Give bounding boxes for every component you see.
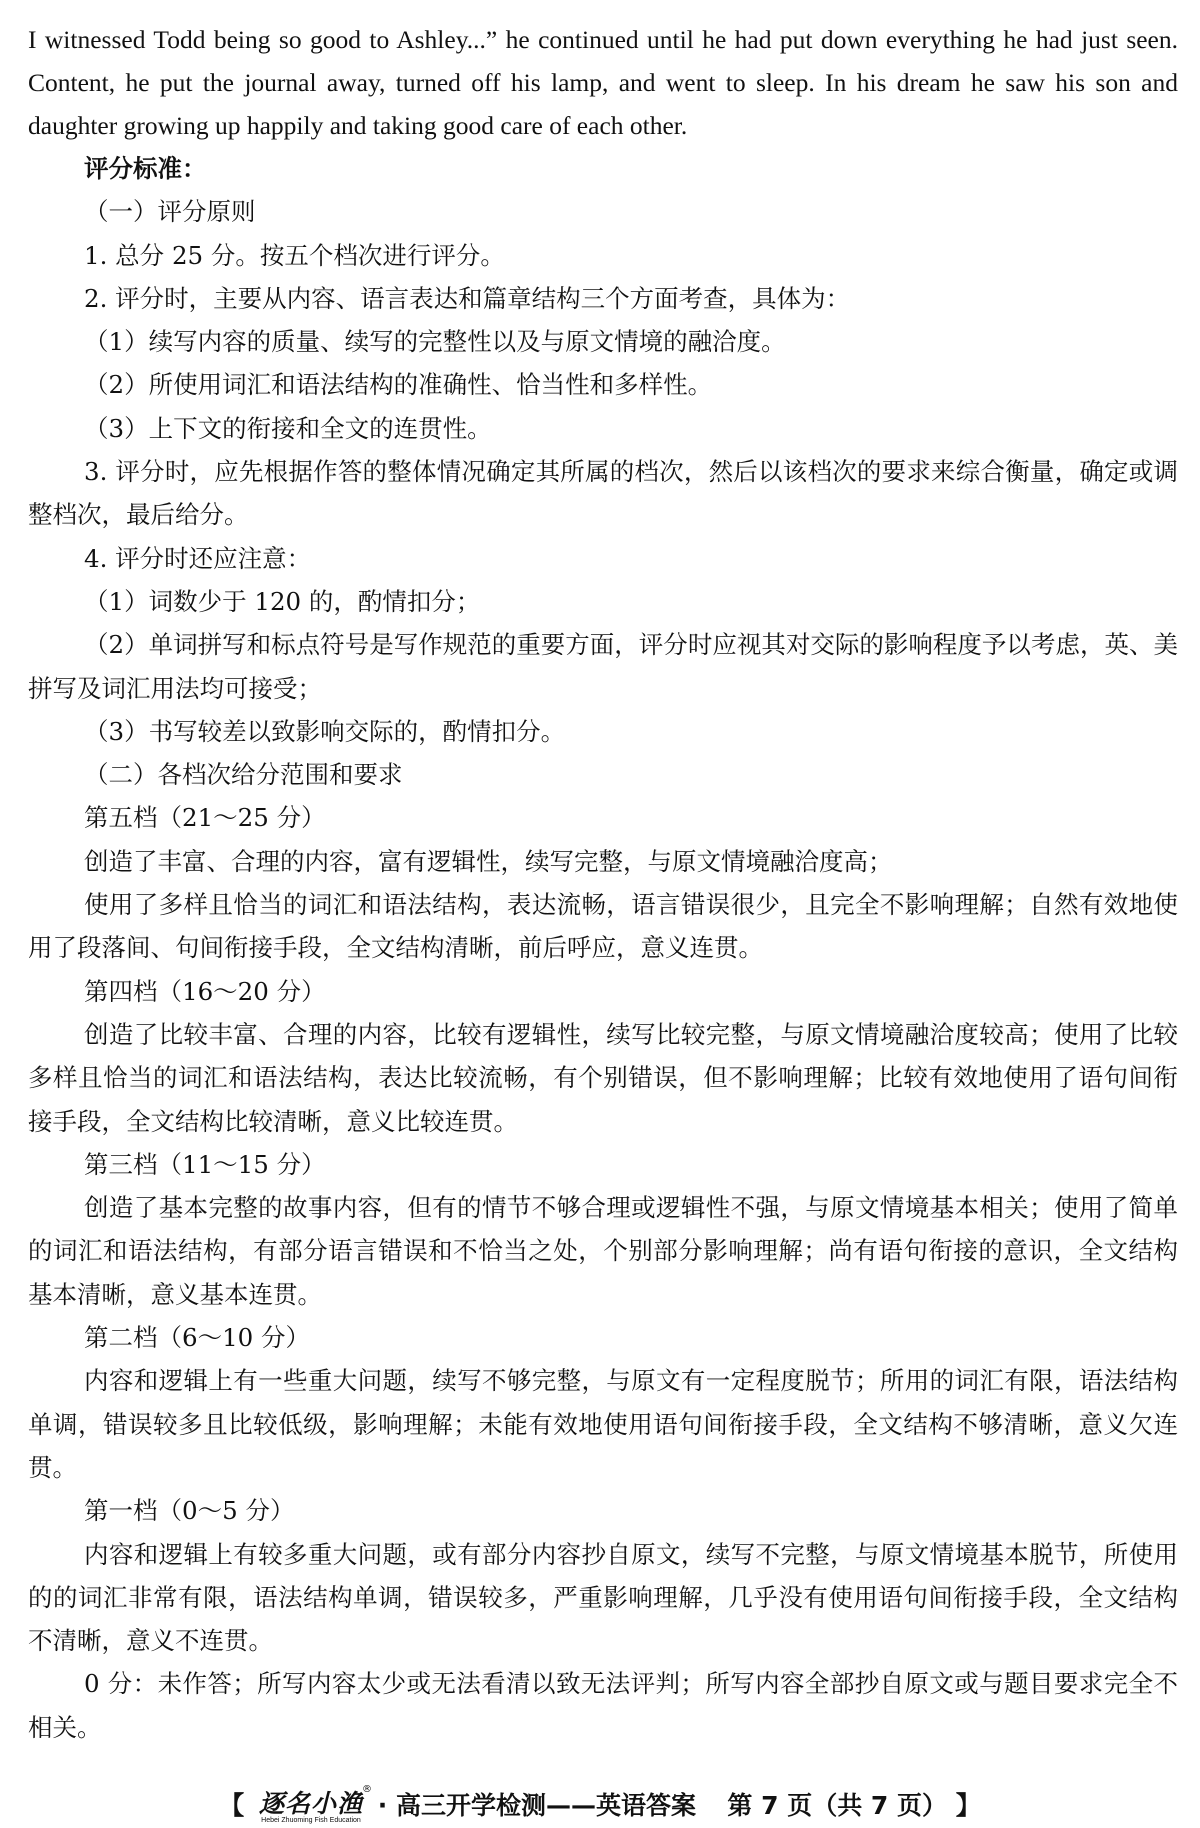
footer-separator: · [377, 1791, 388, 1820]
registered-mark: ® [362, 1783, 372, 1795]
level-0-description: 0 分：未作答；所写内容太少或无法看清以致无法评判；所写内容全部抄自原文或与题目要求完全不相关。 [28, 1669, 1178, 1742]
page-number: 第 7 页（共 7 页） [727, 1791, 947, 1820]
levels-title: （二）各档次给分范围和要求 [84, 760, 403, 790]
principle-item-4-sub-2: （2）单词拼写和标点符号是写作规范的重要方面，评分时应视其对交际的影响程度予以考虑，英、美拼写及词汇用法均可接受； [28, 630, 1178, 703]
level-3-description: 创造了基本完整的故事内容，但有的情节不够合理或逻辑性不强，与原文情境基本相关；使用了简单的词汇和语法结构，有部分语言错误和不恰当之处，个别部分影响理解；尚有语句衔接的意识，全文结构基本清晰，意义基本连贯。 [28, 1193, 1178, 1309]
principle-item-4-sub-3: （3）书写较差以致影响交际的，酌情扣分。 [84, 716, 566, 746]
principle-item-2-sub-3: （3）上下文的衔接和全文的连贯性。 [84, 413, 492, 443]
level-1-description: 内容和逻辑上有较多重大问题，或有部分内容抄自原文，续写不完整，与原文情境基本脱节，所使用的的词汇非常有限，语法结构单调，错误较多，严重影响理解，几乎没有使用语句间衔接手段，全文结构不清晰，意义不连贯。 [28, 1539, 1178, 1656]
level-4-description: 创造了比较丰富、合理的内容，比较有逻辑性，续写比较完整，与原文情境融洽度较高；使用了比较多样且恰当的词汇和语法结构，表达比较流畅，有个别错误，但不影响理解；比较有效地使用了语句间衔接手段，全文结构比较清晰，意义比较连贯。 [28, 1019, 1178, 1136]
footer-bracket-open: 【 [219, 1791, 245, 1820]
footer-bracket-close: 】 [955, 1791, 981, 1820]
level-4-title: 第四档（16～20 分） [84, 976, 326, 1006]
level-3-title: 第三档（11～15 分） [84, 1149, 326, 1179]
principle-item-3: 3. 评分时，应先根据作答的整体情况确定其所属的档次，然后以该档次的要求来综合衡量，确定或调整档次，最后给分。 [28, 457, 1178, 530]
logo-subtitle: Hebei Zhuoming Fish Education [261, 1816, 361, 1824]
principle-item-2-sub-1: （1）续写内容的质量、续写的完整性以及与原文情境的融洽度。 [84, 327, 786, 357]
answer-page [28, 18, 1178, 1749]
principle-item-4: 4. 评分时还应注意： [84, 543, 312, 573]
publisher-logo [258, 1783, 372, 1824]
level-5-title: 第五档（21～25 分） [84, 803, 326, 833]
level-5-language: 使用了多样且恰当的词汇和语法结构，表达流畅，语言错误很少，且完全不影响理解；自然有效地使用了段落间、句间衔接手段，全文结构清晰，前后呼应，意义连贯。 [28, 890, 1178, 963]
principle-item-4-sub-1: （1）词数少于 120 的，酌情扣分； [84, 586, 481, 616]
principles-title: （一）评分原则 [84, 197, 256, 227]
principle-item-2-sub-2: （2）所使用词汇和语法结构的准确性、恰当性和多样性。 [84, 370, 713, 400]
exam-title: 高三开学检测——英语答案 [395, 1791, 696, 1820]
principle-item-2: 2. 评分时，主要从内容、语言表达和篇章结构三个方面考查，具体为： [84, 283, 851, 313]
principle-item-1: 1. 总分 25 分。按五个档次进行评分。 [84, 240, 505, 270]
page-footer [0, 1783, 1200, 1824]
scoring-heading: 评分标准： [84, 154, 207, 183]
level-1-title: 第一档（0～5 分） [84, 1496, 295, 1526]
logo-text: 逐名小渔 [258, 1788, 363, 1818]
level-2-title: 第二档（6～10 分） [84, 1323, 311, 1353]
level-2-description: 内容和逻辑上有一些重大问题，续写不够完整，与原文有一定程度脱节；所用的词汇有限，语法结构单调，错误较多且比较低级，影响理解；未能有效地使用语句间衔接手段，全文结构不够清晰，意义欠连贯。 [28, 1366, 1178, 1482]
level-5-content: 创造了丰富、合理的内容，富有逻辑性，续写完整，与原文情境融洽度高； [84, 846, 893, 876]
story-continuation-paragraph: I witnessed Todd being so good to Ashley...” he continued until he had put down everything he had just seen. Content, he put the journal away, turned off his lamp, and went to sleep. In his dream he saw his son and daughter growing up happily and taking good care of each other. [28, 25, 1178, 140]
